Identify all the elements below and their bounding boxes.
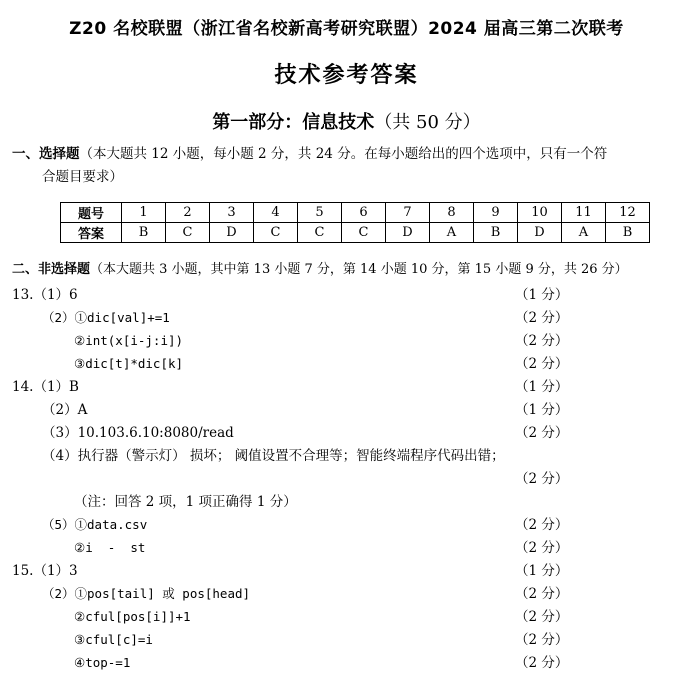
answer-cell: C xyxy=(342,223,386,243)
document-title: Z20 名校联盟（浙江省名校新高考研究联盟）2024 届高三第二次联考 xyxy=(69,19,624,39)
question-number-cell: 8 xyxy=(430,203,474,223)
question-number-cell: 10 xyxy=(518,203,562,223)
answer-note xyxy=(12,491,682,513)
answer-line-score: （2 分） xyxy=(515,425,569,441)
question-number-cell: 1 xyxy=(122,203,166,223)
answer-line xyxy=(12,399,682,421)
answer-line-text: （2）①dic[val]+=1 xyxy=(42,310,170,325)
answer-line-score: （1 分） xyxy=(515,402,569,418)
answer-cell: B xyxy=(122,223,166,243)
section2-heading xyxy=(12,258,682,281)
answer-line xyxy=(12,583,682,605)
section1-desc-line2: 合题目要求） xyxy=(42,169,123,185)
answer-cell: B xyxy=(474,223,518,243)
answer-line xyxy=(12,376,682,398)
answer-line xyxy=(12,353,682,375)
answer-line-text: （2）A xyxy=(42,402,88,418)
answer-line-text: ③cful[c]=i xyxy=(74,632,153,647)
answer-cell: D xyxy=(210,223,254,243)
document-subtitle: 技术参考答案 xyxy=(274,63,419,88)
answer-cell: B xyxy=(606,223,650,243)
answer-line xyxy=(12,284,682,306)
answer-table-answer-header: 答案 xyxy=(61,223,122,243)
answer-table-number-header: 题号 xyxy=(61,203,122,223)
answer-note-text: （注：回答 2 项，1 项正确得 1 分） xyxy=(74,494,297,510)
section1-desc-line1: （本大题共 12 小题，每小题 2 分，共 24 分。在每小题给出的四个选项中，只有一个符 xyxy=(79,146,608,162)
answer-line-score: （2 分） xyxy=(515,517,569,533)
answer-line-text: ③dic[t]*dic[k] xyxy=(74,356,184,371)
answer-line xyxy=(12,330,682,352)
answer-line-text: ④top-=1 xyxy=(74,655,131,670)
answer-line xyxy=(12,468,682,490)
question-number-cell: 6 xyxy=(342,203,386,223)
question-number-cell: 4 xyxy=(254,203,298,223)
answer-line-text: ②i - st xyxy=(74,540,146,555)
answer-line xyxy=(12,629,682,651)
answer-cell: D xyxy=(386,223,430,243)
answer-line-text: ②int(x[i-j:i]) xyxy=(74,333,184,348)
question-number-cell: 2 xyxy=(166,203,210,223)
part-heading-score: （共 50 分） xyxy=(374,112,481,133)
question-number-cell: 3 xyxy=(210,203,254,223)
answer-line-text: （2）①pos[tail] 或 pos[head] xyxy=(42,586,251,601)
answer-line xyxy=(12,606,682,628)
section1-label: 一、选择题 xyxy=(12,146,80,162)
question-number-cell: 11 xyxy=(562,203,606,223)
answer-line xyxy=(12,422,682,444)
answer-cell: C xyxy=(166,223,210,243)
answer-line-score: （2 分） xyxy=(515,609,569,625)
answer-line-score: （2 分） xyxy=(515,310,569,326)
answer-line-score: （1 分） xyxy=(515,379,569,395)
answer-table-number-row xyxy=(61,203,650,223)
answer-cell: A xyxy=(430,223,474,243)
answer-line xyxy=(12,560,682,582)
answer-line-score: （2 分） xyxy=(515,356,569,372)
answer-cell: C xyxy=(298,223,342,243)
answer-line-score: （2 分） xyxy=(515,471,569,487)
answer-line-score: （1 分） xyxy=(515,563,569,579)
answer-line xyxy=(12,537,682,559)
answer-table-answer-row xyxy=(61,223,650,243)
answer-line xyxy=(12,307,682,329)
part-heading xyxy=(0,108,693,134)
answer-cell: D xyxy=(518,223,562,243)
answer-line xyxy=(12,652,682,674)
question-number-cell: 9 xyxy=(474,203,518,223)
section2-desc: （本大题共 3 小题，其中第 13 小题 7 分，第 14 小题 10 分，第 15 小题 9 分，共 26 分） xyxy=(90,262,628,277)
answer-cell: C xyxy=(254,223,298,243)
answer-line-score: （2 分） xyxy=(515,540,569,556)
answer-line xyxy=(12,445,682,467)
answer-line-score: （2 分） xyxy=(515,333,569,349)
question-number-cell: 7 xyxy=(386,203,430,223)
answer-line-text: （3）10.103.6.10:8080/read xyxy=(42,425,234,441)
answer-cell: A xyxy=(562,223,606,243)
answer-line-text: （5）①data.csv xyxy=(42,517,148,532)
part-heading-bold: 第一部分：信息技术 xyxy=(212,112,375,133)
answer-line-text: 15.（1）3 xyxy=(12,563,78,579)
answer-line-text: （4）执行器（警示灯） 损坏； 阈值设置不合理等；智能终端程序代码出错； xyxy=(42,448,505,464)
answer-line-score: （1 分） xyxy=(515,287,569,303)
section2-label: 二、非选择题 xyxy=(12,262,91,277)
answer-line-text: ②cful[pos[i]]+1 xyxy=(74,609,191,624)
question-number-cell: 5 xyxy=(298,203,342,223)
question-number-cell: 12 xyxy=(606,203,650,223)
answer-line-score: （2 分） xyxy=(515,655,569,671)
answer-line-text: 13.（1）6 xyxy=(12,287,78,303)
answer-line-text: 14.（1）B xyxy=(12,379,79,395)
answer-line-score: （2 分） xyxy=(515,632,569,648)
answer-line-score: （2 分） xyxy=(515,586,569,602)
answer-line xyxy=(12,514,682,536)
answer-table xyxy=(60,202,650,243)
section1-heading xyxy=(12,143,682,189)
